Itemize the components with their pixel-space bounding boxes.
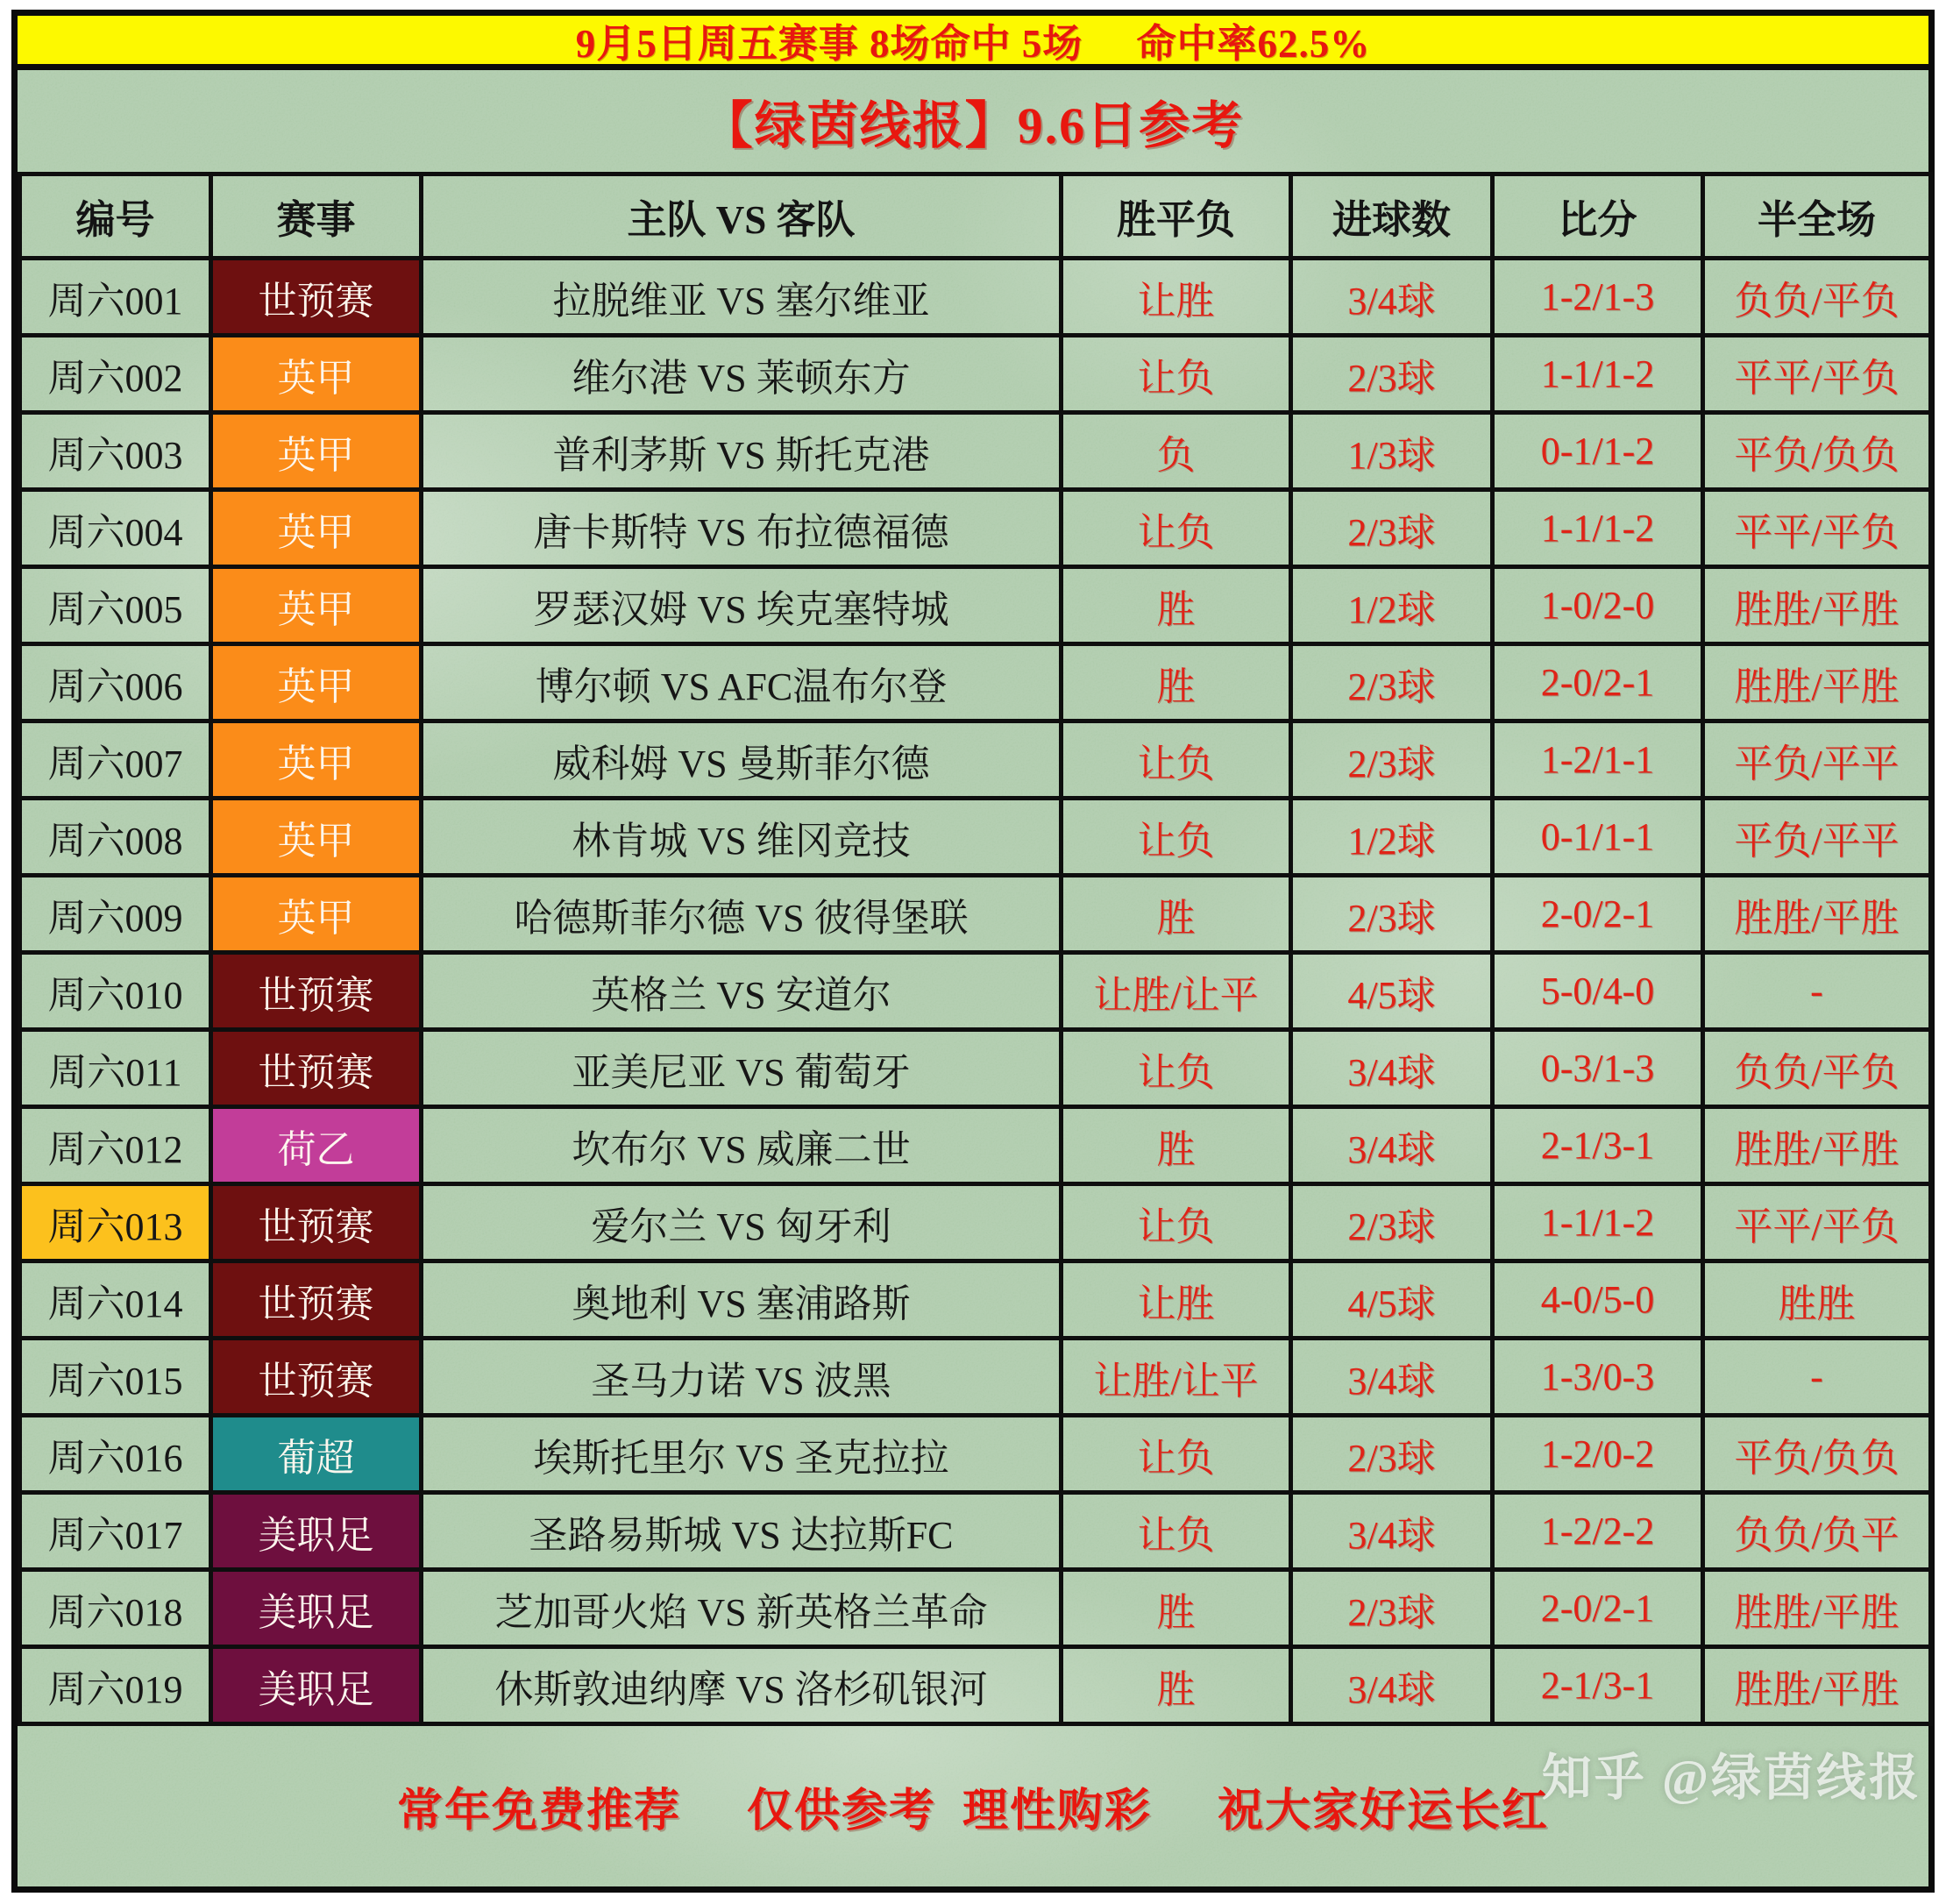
score-cell: 2-0/2-1: [1493, 876, 1703, 953]
half-full-cell: 胜胜/平胜: [1703, 876, 1931, 953]
row-id-cell: 周六003: [20, 413, 211, 490]
half-full-cell: 负负/负平: [1703, 1493, 1931, 1570]
wdl-cell: 让胜: [1062, 259, 1291, 336]
tips-table: [18, 172, 1933, 1726]
half-full-cell: -: [1703, 953, 1931, 1030]
half-full-cell: 胜胜/平胜: [1703, 1107, 1931, 1184]
wdl-cell: 胜: [1062, 1570, 1291, 1647]
goals-cell: 3/4球: [1291, 1107, 1493, 1184]
goals-cell: 1/2球: [1291, 799, 1493, 876]
league-badge: 世预赛: [211, 1030, 422, 1107]
league-badge: 英甲: [211, 336, 422, 413]
match-cell: 埃斯托里尔 VS 圣克拉拉: [422, 1416, 1062, 1493]
league-badge: 世预赛: [211, 1261, 422, 1339]
score-cell: 0-3/1-3: [1493, 1030, 1703, 1107]
half-full-cell: 胜胜/平胜: [1703, 567, 1931, 644]
matches-tbody: [20, 259, 1931, 1724]
league-badge: 英甲: [211, 644, 422, 721]
row-id-cell: 周六002: [20, 336, 211, 413]
header-cell: 进球数: [1291, 174, 1493, 259]
half-full-cell: 胜胜/平胜: [1703, 1647, 1931, 1724]
row-id-cell: 周六015: [20, 1339, 211, 1416]
goals-cell: 1/2球: [1291, 567, 1493, 644]
table-row: [20, 876, 1931, 953]
table-row: [20, 413, 1931, 490]
league-badge: 世预赛: [211, 259, 422, 336]
score-cell: 1-2/1-1: [1493, 721, 1703, 799]
match-cell: 圣路易斯城 VS 达拉斯FC: [422, 1493, 1062, 1570]
goals-cell: 3/4球: [1291, 1493, 1493, 1570]
half-full-cell: 平负/平平: [1703, 721, 1931, 799]
table-row: [20, 644, 1931, 721]
half-full-cell: 胜胜/平胜: [1703, 1570, 1931, 1647]
page-title: 【绿茵线报】9.6日参考: [701, 97, 1245, 154]
header-cell: 赛事: [211, 174, 422, 259]
half-full-cell: 平平/平负: [1703, 490, 1931, 567]
table-row: [20, 1184, 1931, 1261]
table-row: [20, 1570, 1931, 1647]
wdl-cell: 胜: [1062, 567, 1291, 644]
score-cell: 1-1/1-2: [1493, 490, 1703, 567]
table-row: [20, 1261, 1931, 1339]
half-full-cell: 平平/平负: [1703, 1184, 1931, 1261]
half-full-cell: -: [1703, 1339, 1931, 1416]
wdl-cell: 让胜: [1062, 1261, 1291, 1339]
goals-cell: 2/3球: [1291, 336, 1493, 413]
watermark: 知乎 @绿茵线报: [1541, 1751, 1921, 1806]
row-id-cell: 周六018: [20, 1570, 211, 1647]
wdl-cell: 胜: [1062, 1647, 1291, 1724]
wdl-cell: 让胜/让平: [1062, 1339, 1291, 1416]
match-cell: 罗瑟汉姆 VS 埃克塞特城: [422, 567, 1062, 644]
goals-cell: 4/5球: [1291, 953, 1493, 1030]
match-cell: 奥地利 VS 塞浦路斯: [422, 1261, 1062, 1339]
table-row: [20, 1493, 1931, 1570]
half-full-cell: 平负/负负: [1703, 1416, 1931, 1493]
match-cell: 亚美尼亚 VS 葡萄牙: [422, 1030, 1062, 1107]
league-badge: 世预赛: [211, 1184, 422, 1261]
wdl-cell: 负: [1062, 413, 1291, 490]
row-id-cell: 周六007: [20, 721, 211, 799]
league-badge: 美职足: [211, 1570, 422, 1647]
results-banner: [18, 16, 1928, 70]
half-full-cell: 负负/平负: [1703, 259, 1931, 336]
half-full-cell: 平负/负负: [1703, 413, 1931, 490]
match-cell: 拉脱维亚 VS 塞尔维亚: [422, 259, 1062, 336]
league-badge: 美职足: [211, 1493, 422, 1570]
row-id-cell: 周六009: [20, 876, 211, 953]
match-cell: 芝加哥火焰 VS 新英格兰革命: [422, 1570, 1062, 1647]
goals-cell: 2/3球: [1291, 490, 1493, 567]
league-badge: 英甲: [211, 876, 422, 953]
row-id-cell: 周六010: [20, 953, 211, 1030]
wdl-cell: 让负: [1062, 336, 1291, 413]
table-row: [20, 1647, 1931, 1724]
table-row: [20, 567, 1931, 644]
table-row: [20, 1107, 1931, 1184]
table-row: [20, 721, 1931, 799]
wdl-cell: 让负: [1062, 799, 1291, 876]
score-cell: 2-1/3-1: [1493, 1647, 1703, 1724]
post-frame: [11, 10, 1935, 1893]
row-id-cell: 周六013: [20, 1184, 211, 1261]
table-row: [20, 953, 1931, 1030]
row-id-cell: 周六014: [20, 1261, 211, 1339]
league-badge: 荷乙: [211, 1107, 422, 1184]
score-cell: 1-3/0-3: [1493, 1339, 1703, 1416]
footer-text: 常年免费推荐 仅供参考 理性购彩 祝大家好运长红: [396, 1787, 1549, 1837]
row-id-cell: 周六001: [20, 259, 211, 336]
goals-cell: 2/3球: [1291, 1416, 1493, 1493]
table-row: [20, 799, 1931, 876]
row-id-cell: 周六008: [20, 799, 211, 876]
header-cell: 半全场: [1703, 174, 1931, 259]
table-row: [20, 1416, 1931, 1493]
header-row: [20, 174, 1931, 259]
score-cell: 1-2/2-2: [1493, 1493, 1703, 1570]
league-badge: 英甲: [211, 567, 422, 644]
wdl-cell: 让负: [1062, 1030, 1291, 1107]
title-bar: [18, 70, 1928, 172]
score-cell: 1-1/1-2: [1493, 336, 1703, 413]
goals-cell: 4/5球: [1291, 1261, 1493, 1339]
row-id-cell: 周六012: [20, 1107, 211, 1184]
goals-cell: 3/4球: [1291, 1339, 1493, 1416]
score-cell: 1-1/1-2: [1493, 1184, 1703, 1261]
score-cell: 0-1/1-2: [1493, 413, 1703, 490]
goals-cell: 3/4球: [1291, 1030, 1493, 1107]
score-cell: 2-1/3-1: [1493, 1107, 1703, 1184]
match-cell: 威科姆 VS 曼斯菲尔德: [422, 721, 1062, 799]
score-cell: 1-2/0-2: [1493, 1416, 1703, 1493]
header-cell: 比分: [1493, 174, 1703, 259]
table-row: [20, 490, 1931, 567]
match-cell: 坎布尔 VS 威廉二世: [422, 1107, 1062, 1184]
match-cell: 普利茅斯 VS 斯托克港: [422, 413, 1062, 490]
match-cell: 爱尔兰 VS 匈牙利: [422, 1184, 1062, 1261]
score-cell: 5-0/4-0: [1493, 953, 1703, 1030]
score-cell: 1-0/2-0: [1493, 567, 1703, 644]
score-cell: 2-0/2-1: [1493, 644, 1703, 721]
goals-cell: 2/3球: [1291, 721, 1493, 799]
goals-cell: 2/3球: [1291, 644, 1493, 721]
match-cell: 维尔港 VS 莱顿东方: [422, 336, 1062, 413]
match-cell: 哈德斯菲尔德 VS 彼得堡联: [422, 876, 1062, 953]
wdl-cell: 胜: [1062, 644, 1291, 721]
league-badge: 葡超: [211, 1416, 422, 1493]
table-row: [20, 1339, 1931, 1416]
score-cell: 2-0/2-1: [1493, 1570, 1703, 1647]
match-cell: 英格兰 VS 安道尔: [422, 953, 1062, 1030]
match-cell: 休斯敦迪纳摩 VS 洛杉矶银河: [422, 1647, 1062, 1724]
match-cell: 林肯城 VS 维冈竞技: [422, 799, 1062, 876]
wdl-cell: 让负: [1062, 1493, 1291, 1570]
row-id-cell: 周六017: [20, 1493, 211, 1570]
match-cell: 博尔顿 VS AFC温布尔登: [422, 644, 1062, 721]
row-id-cell: 周六016: [20, 1416, 211, 1493]
wdl-cell: 让负: [1062, 490, 1291, 567]
league-badge: 英甲: [211, 490, 422, 567]
league-badge: 英甲: [211, 413, 422, 490]
goals-cell: 2/3球: [1291, 1570, 1493, 1647]
goals-cell: 2/3球: [1291, 1184, 1493, 1261]
wdl-cell: 让胜/让平: [1062, 953, 1291, 1030]
table-row: [20, 1030, 1931, 1107]
row-id-cell: 周六006: [20, 644, 211, 721]
league-badge: 英甲: [211, 721, 422, 799]
goals-cell: 2/3球: [1291, 876, 1493, 953]
score-cell: 1-2/1-3: [1493, 259, 1703, 336]
league-badge: 世预赛: [211, 953, 422, 1030]
wdl-cell: 胜: [1062, 876, 1291, 953]
league-badge: 英甲: [211, 799, 422, 876]
wdl-cell: 让负: [1062, 1184, 1291, 1261]
half-full-cell: 胜胜/平胜: [1703, 644, 1931, 721]
wdl-cell: 让负: [1062, 1416, 1291, 1493]
table-row: [20, 336, 1931, 413]
wdl-cell: 让负: [1062, 721, 1291, 799]
score-cell: 0-1/1-1: [1493, 799, 1703, 876]
header-cell: 主队 VS 客队: [422, 174, 1062, 259]
table-row: [20, 259, 1931, 336]
wdl-cell: 胜: [1062, 1107, 1291, 1184]
score-cell: 4-0/5-0: [1493, 1261, 1703, 1339]
half-full-cell: 平平/平负: [1703, 336, 1931, 413]
match-cell: 圣马力诺 VS 波黑: [422, 1339, 1062, 1416]
half-full-cell: 负负/平负: [1703, 1030, 1931, 1107]
row-id-cell: 周六005: [20, 567, 211, 644]
half-full-cell: 平负/平平: [1703, 799, 1931, 876]
results-banner-text: 9月5日周五赛事 8场命中 5场 命中率62.5%: [575, 22, 1371, 66]
header-cell: 编号: [20, 174, 211, 259]
league-badge: 美职足: [211, 1647, 422, 1724]
match-cell: 唐卡斯特 VS 布拉德福德: [422, 490, 1062, 567]
goals-cell: 3/4球: [1291, 1647, 1493, 1724]
half-full-cell: 胜胜: [1703, 1261, 1931, 1339]
row-id-cell: 周六011: [20, 1030, 211, 1107]
goals-cell: 1/3球: [1291, 413, 1493, 490]
row-id-cell: 周六019: [20, 1647, 211, 1724]
goals-cell: 3/4球: [1291, 259, 1493, 336]
header-cell: 胜平负: [1062, 174, 1291, 259]
league-badge: 世预赛: [211, 1339, 422, 1416]
row-id-cell: 周六004: [20, 490, 211, 567]
